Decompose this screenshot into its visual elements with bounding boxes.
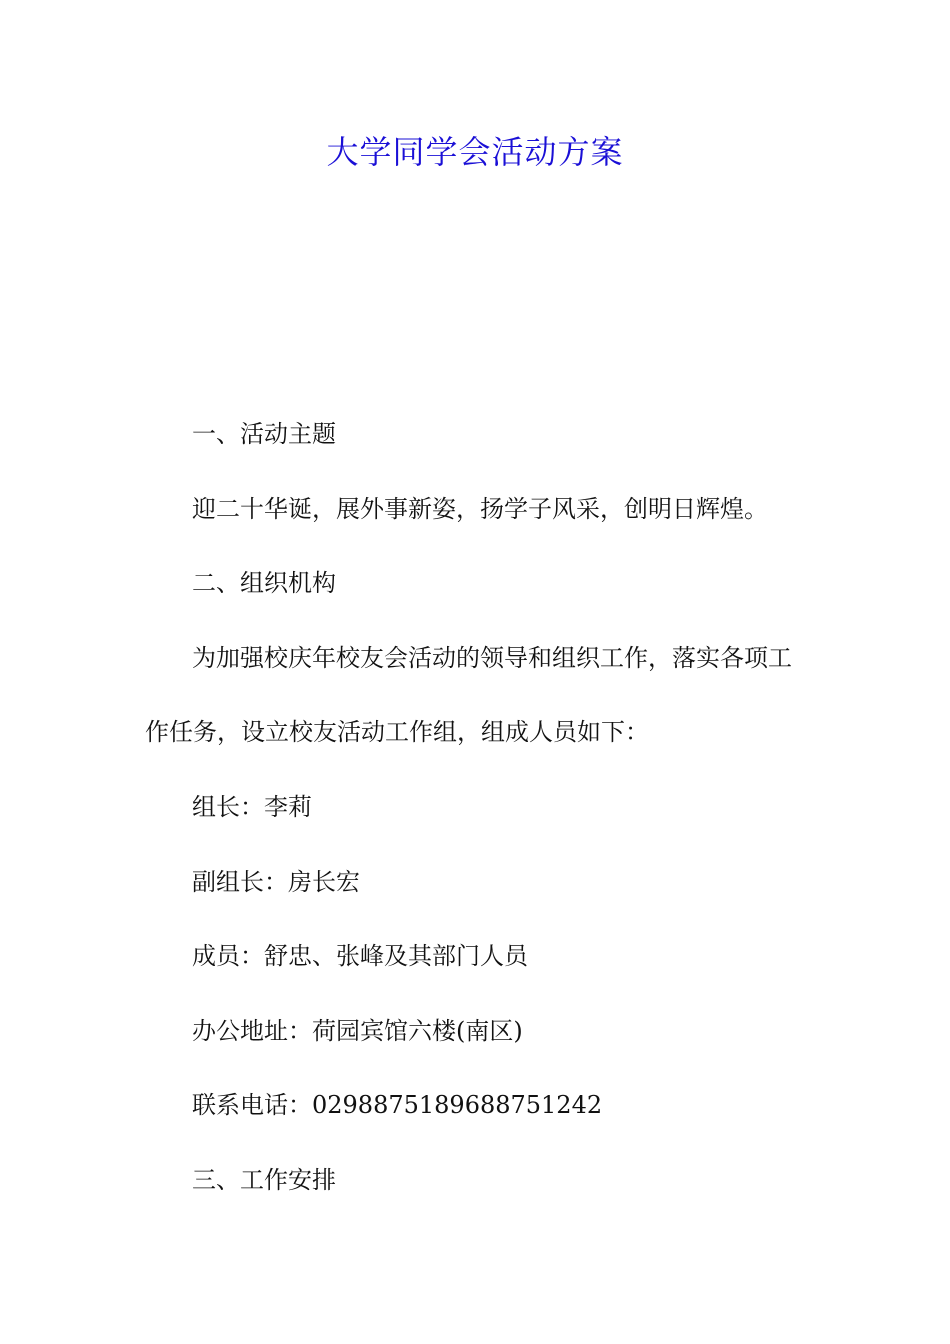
- office-address-line: 办公地址：荷园宾馆六楼(南区): [192, 1017, 523, 1045]
- members-line: 成员：舒忠、张峰及其部门人员: [192, 942, 528, 970]
- paragraph-theme-text: 迎二十华诞，展外事新姿，扬学子风采，创明日辉煌。: [192, 495, 768, 523]
- section-heading-organization: 二、组织机构: [192, 569, 336, 597]
- section-heading-activity-theme: 一、活动主题: [192, 420, 336, 448]
- section-heading-work-arrangement: 三、工作安排: [192, 1166, 336, 1194]
- paragraph-organization-line1: 为加强校庆年校友会活动的领导和组织工作，落实各项工: [192, 644, 792, 672]
- deputy-leader-line: 副组长：房长宏: [192, 868, 360, 896]
- paragraph-organization-line2: 作任务，设立校友活动工作组，组成人员如下：: [145, 718, 649, 746]
- contact-phone-line: 联系电话：0298875189688751242: [192, 1091, 603, 1119]
- team-leader-line: 组长：李莉: [192, 793, 312, 821]
- document-title: 大学同学会活动方案: [326, 133, 624, 171]
